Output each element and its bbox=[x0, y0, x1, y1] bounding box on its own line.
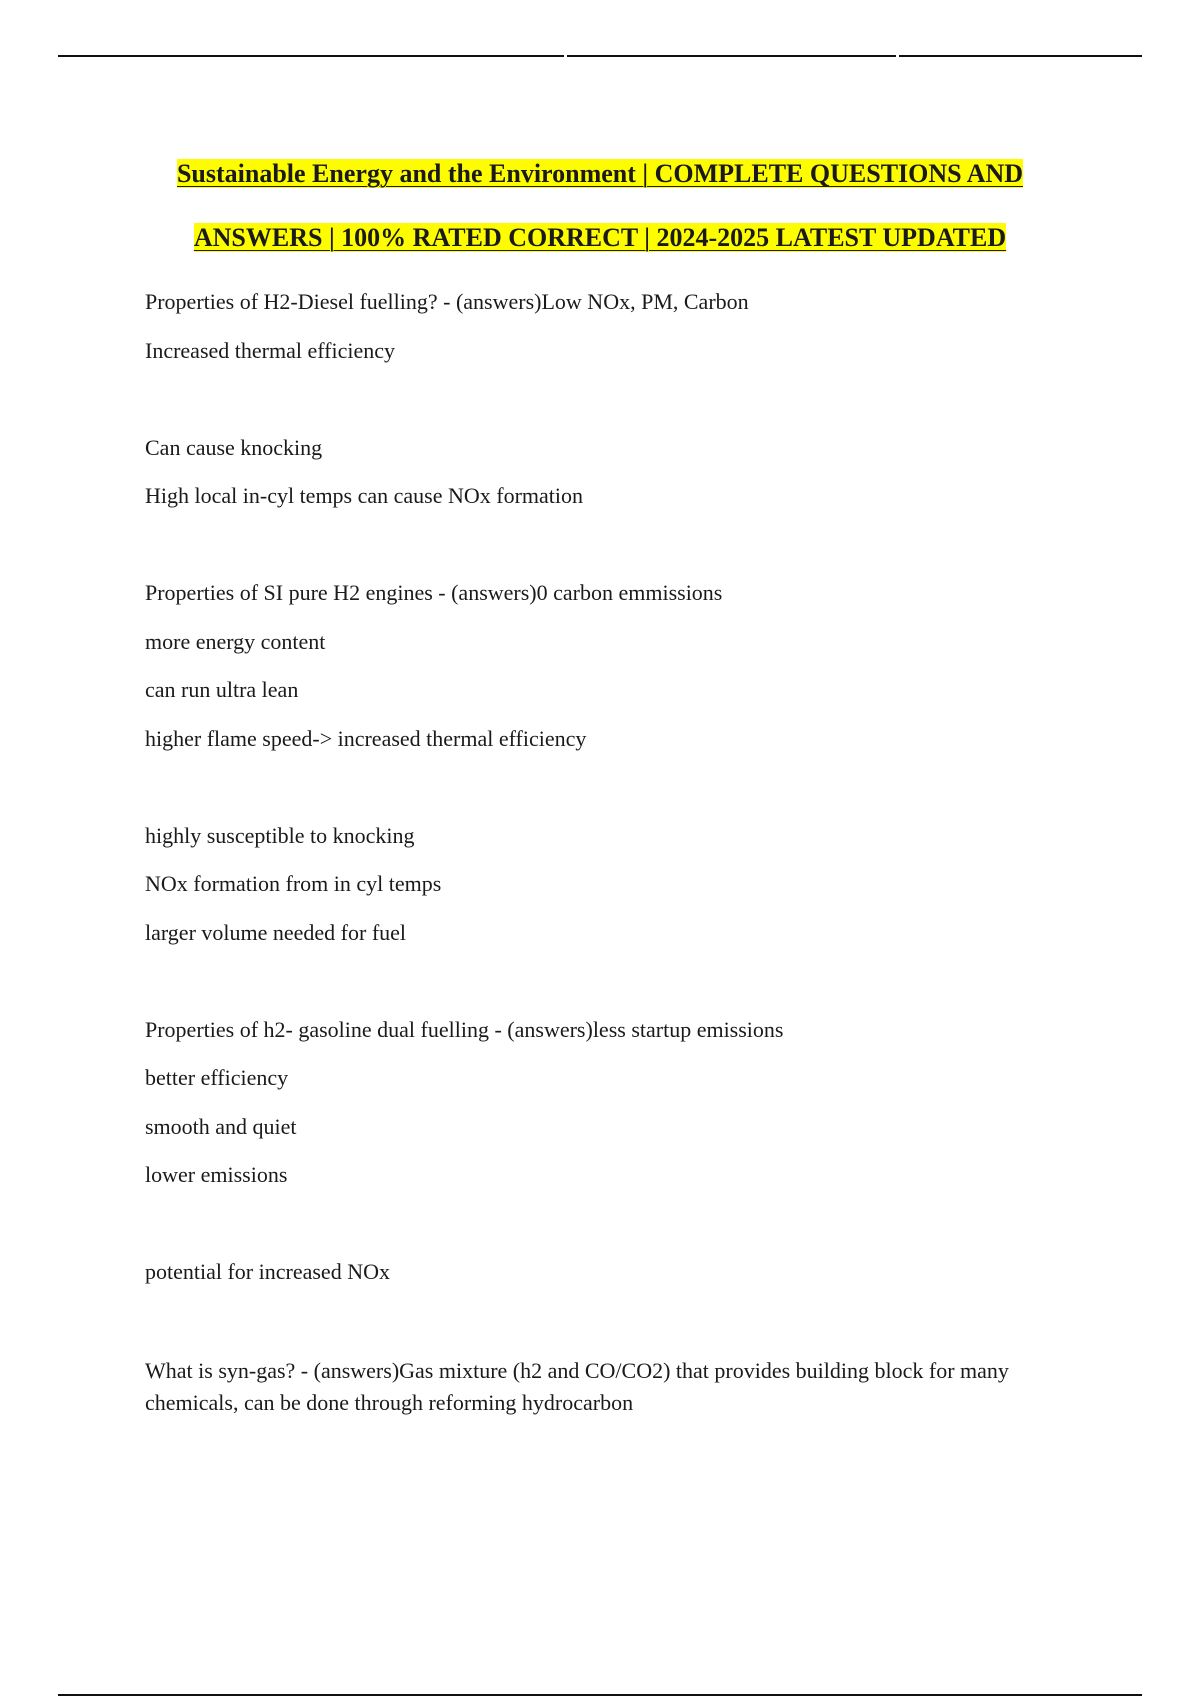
answer-line: NOx formation from in cyl temps bbox=[145, 871, 442, 896]
question-h2-diesel: Properties of H2-Diesel fuelling? - (answers)Low NOx, PM, Carbon bbox=[145, 289, 749, 314]
title-line-1: Sustainable Energy and the Environment | COMPLETE QUESTIONS AND bbox=[176, 159, 1024, 188]
blank-line bbox=[145, 531, 1065, 580]
answer-line: can run ultra lean bbox=[145, 677, 299, 702]
document-body bbox=[145, 288, 1065, 1419]
question-h2-gasoline: Properties of h2- gasoline dual fuelling - (answers)less startup emissions bbox=[145, 1016, 784, 1042]
answer-line: highly susceptible to knocking bbox=[145, 822, 415, 848]
answer-line: smooth and quiet bbox=[145, 1113, 297, 1139]
answer-line: Increased thermal efficiency bbox=[145, 337, 396, 363]
header-rule bbox=[58, 55, 1142, 57]
footer-rule bbox=[58, 1694, 1142, 1696]
answer-line: potential for increased NOx bbox=[145, 1259, 390, 1284]
answer-line: High local in-cyl temps can cause NOx formation bbox=[145, 483, 584, 508]
answer-line: Can cause knocking bbox=[145, 434, 323, 460]
blank-line bbox=[145, 385, 1065, 434]
answer-line: higher flame speed-> increased thermal efficiency bbox=[145, 725, 587, 751]
answer-line: more energy content bbox=[145, 628, 326, 654]
blank-line bbox=[145, 967, 1065, 1016]
answer-line: better efficiency bbox=[145, 1065, 289, 1090]
blank-line bbox=[145, 1307, 1065, 1356]
blank-line bbox=[145, 1210, 1065, 1259]
question-syn-gas: What is syn-gas? - (answers)Gas mixture (h2 and CO/CO2) that provides building block for many chemicals, can be done through reforming hydrocarbon bbox=[145, 1358, 1009, 1415]
title-line-2: ANSWERS | 100% RATED CORRECT | 2024-2025 LATEST UPDATED bbox=[193, 223, 1007, 252]
document-title bbox=[90, 142, 1110, 270]
answer-line: larger volume needed for fuel bbox=[145, 919, 407, 945]
question-si-h2-engines: Properties of SI pure H2 engines - (answers)0 carbon emmissions bbox=[145, 580, 723, 605]
blank-line bbox=[145, 773, 1065, 822]
answer-line: lower emissions bbox=[145, 1162, 288, 1187]
